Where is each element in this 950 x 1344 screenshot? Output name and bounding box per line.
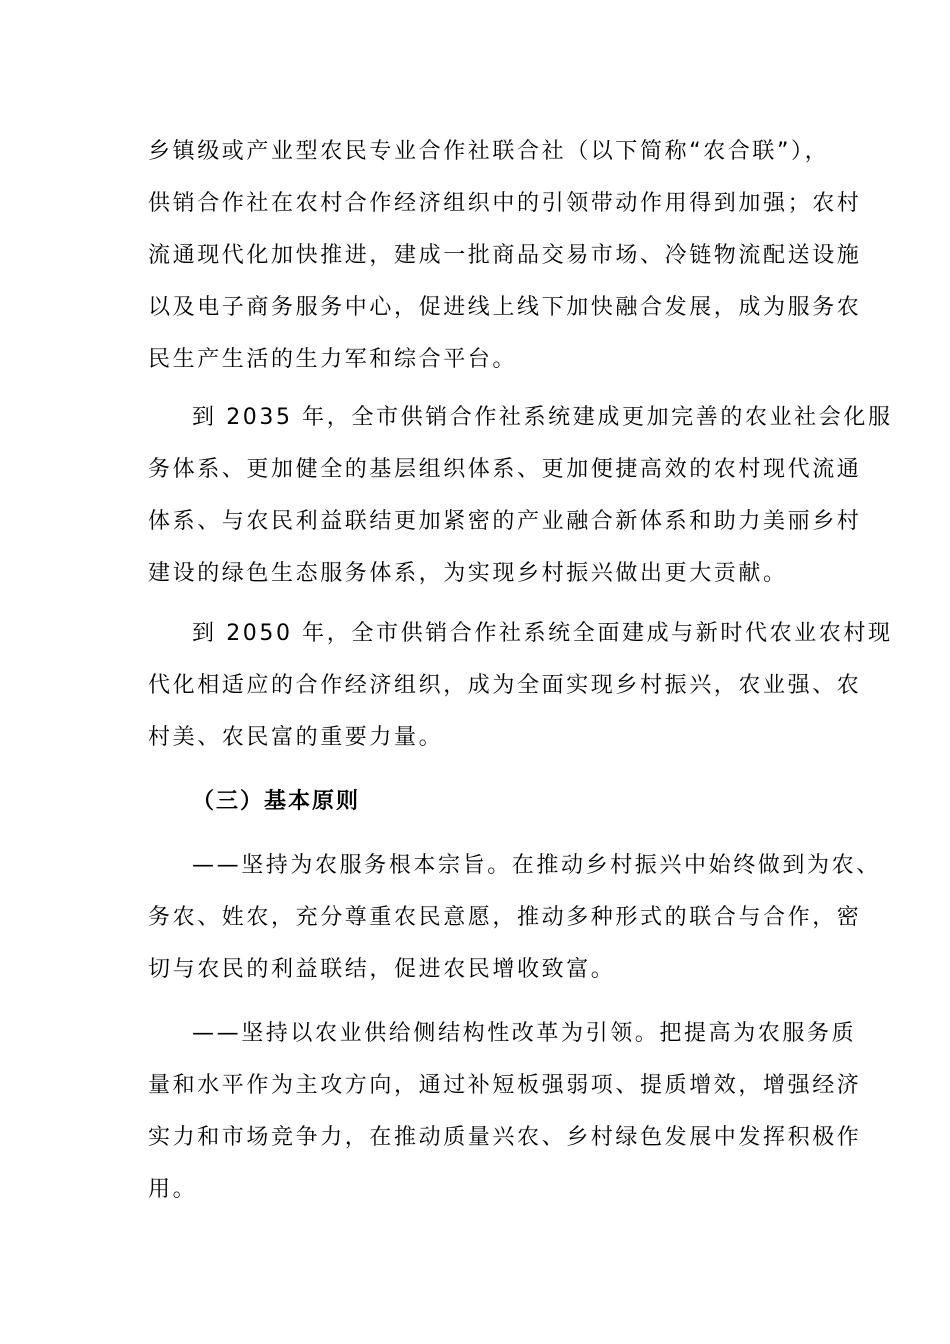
text-line: 代化相适应的合作经济组织，成为全面实现乡村振兴，农业强、农 bbox=[148, 673, 862, 698]
paragraph-goal-2050 bbox=[148, 608, 893, 764]
text-line: 务农、姓农，充分尊重农民意愿，推动多种形式的联合与合作，密 bbox=[148, 905, 862, 930]
text-line: 村美、农民富的重要力量。 bbox=[148, 725, 444, 750]
text-line: 供销合作社在农村合作经济组织中的引领带动作用得到加强；农村 bbox=[148, 191, 862, 216]
paragraph-goal-2035 bbox=[148, 392, 893, 600]
text-line: 到 2050 年，全市供销合作社系统全面建成与新时代农业农村现 bbox=[192, 621, 893, 646]
text-line: 量和水平作为主攻方向，通过补短板强弱项、提质增效，增强经济 bbox=[148, 1073, 862, 1098]
text-line: 实力和市场竞争力，在推动质量兴农、乡村绿色发展中发挥积极作 bbox=[148, 1125, 862, 1150]
paragraph-principle-1 bbox=[148, 840, 881, 996]
text-line: 以及电子商务服务中心，促进线上线下加快融合发展，成为服务农 bbox=[148, 295, 862, 320]
text-line: 切与农民的利益联结，促进农民增收致富。 bbox=[148, 957, 616, 982]
text-line: 用。 bbox=[148, 1177, 198, 1202]
text-line: ——坚持以农业供给侧结构性改革为引领。把提高为农服务质 bbox=[192, 1021, 857, 1046]
text-line: 到 2035 年，全市供销合作社系统建成更加完善的农业社会化服 bbox=[192, 405, 893, 430]
text-line: 建设的绿色生态服务体系，为实现乡村振兴做出更大贡献。 bbox=[148, 561, 788, 586]
text-line: 流通现代化加快推进，建成一批商品交易市场、冷链物流配送设施 bbox=[148, 243, 862, 268]
text-line: 民生产生活的生力军和综合平台。 bbox=[148, 347, 518, 372]
text-line: ——坚持为农服务根本宗旨。在推动乡村振兴中始终做到为农、 bbox=[192, 853, 881, 878]
paragraph-principle-2 bbox=[148, 1008, 862, 1216]
section-heading-text: （三）基本原则 bbox=[192, 789, 361, 814]
section-heading bbox=[148, 776, 808, 828]
text-line: 乡镇级或产业型农民专业合作社联合社（以下简称“农合联”）， bbox=[148, 139, 830, 164]
text-line: 体系、与农民利益联结更加紧密的产业融合新体系和助力美丽乡村 bbox=[148, 509, 862, 534]
text-line: 务体系、更加健全的基层组织体系、更加便捷高效的农村现代流通 bbox=[148, 457, 862, 482]
paragraph-continuation bbox=[148, 126, 862, 386]
